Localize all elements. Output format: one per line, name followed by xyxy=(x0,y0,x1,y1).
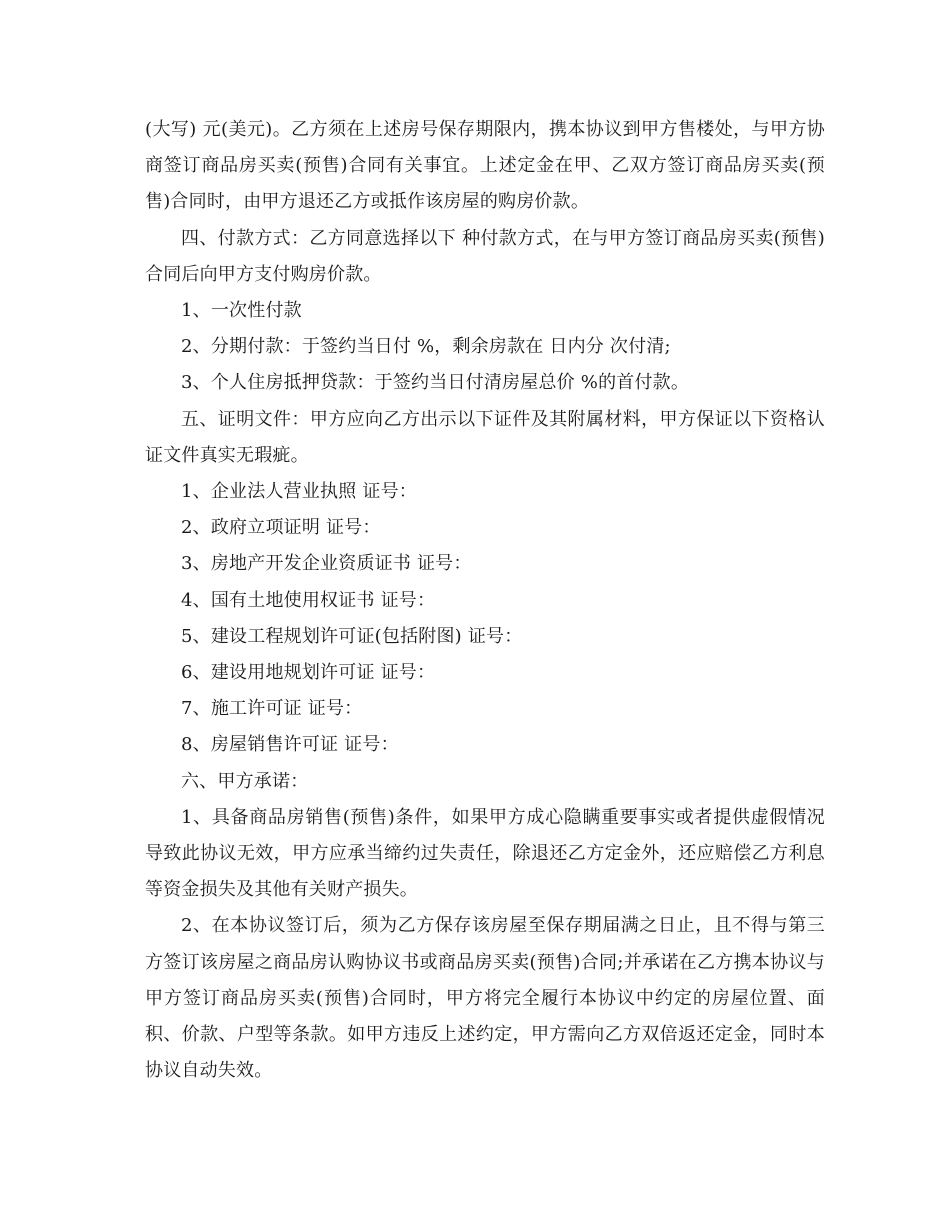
list-item-land-use-right: 4、国有土地使用权证书 证号： xyxy=(181,589,436,611)
list-item-reservation-obligation: 2、在本协议签订后，须为乙方保存该房屋至保存期届满之日止，且不得与第三方签订该房屋之商品房认购协议书或商品房买卖(预售)合同;并承诺在乙方携本协议与甲方签订商品房买卖(预售)合同时，甲方将完全履行本协议中约定的房屋位置、面积、价款、户型等条款。如甲方违反上述约定，甲方需向乙方双倍返还定金，同时本协议自动失效。 xyxy=(145,915,825,1082)
list-item-construction-permit: 7、施工许可证 证号： xyxy=(181,698,363,720)
list-item-land-planning: 6、建设用地规划许可证 证号： xyxy=(181,662,436,684)
list-item-installment: 2、分期付款：于签约当日付 %，剩余房款在 日内分 次付清; xyxy=(181,336,671,358)
paragraph-deposit-continuation: (大写) 元(美元)。乙方须在上述房号保存期限内，携本协议到甲方售楼处，与甲方协商签订商品房买卖(预售)合同有关事宜。上述定金在甲、乙双方签订商品房买卖(预售)合同时，由甲方退还乙方或抵作该房屋的购房价款。 xyxy=(145,119,825,213)
list-item-sales-permit: 8、房屋销售许可证 证号： xyxy=(181,734,399,756)
section-heading-party-a-commitments: 六、甲方承诺： xyxy=(181,770,309,792)
document-body xyxy=(145,112,825,1089)
list-item-mortgage: 3、个人住房抵押贷款：于签约当日付清房屋总价 %的首付款。 xyxy=(181,372,690,394)
paragraph-certificates: 五、证明文件：甲方应向乙方出示以下证件及其附属材料，甲方保证以下资格认证文件真实无瑕疵。 xyxy=(145,408,825,466)
paragraph-payment-method: 四、付款方式：乙方同意选择以下 种付款方式，在与甲方签订商品房买卖(预售)合同后向甲方支付购房价款。 xyxy=(145,227,825,285)
list-item-developer-qualification: 3、房地产开发企业资质证书 证号： xyxy=(181,553,472,575)
list-item-project-approval: 2、政府立项证明 证号： xyxy=(181,517,381,539)
list-item-construction-planning: 5、建设工程规划许可证(包括附图) 证号： xyxy=(181,625,523,647)
list-item-business-license: 1、企业法人营业执照 证号： xyxy=(181,481,417,503)
list-item-lump-sum: 1、一次性付款 xyxy=(181,300,302,322)
list-item-sales-conditions: 1、具备商品房销售(预售)条件，如果甲方成心隐瞒重要事实或者提供虚假情况导致此协议无效，甲方应承当缔约过失责任，除退还乙方定金外，还应赔偿乙方利息等资金损失及其他有关财产损失。 xyxy=(145,806,825,901)
